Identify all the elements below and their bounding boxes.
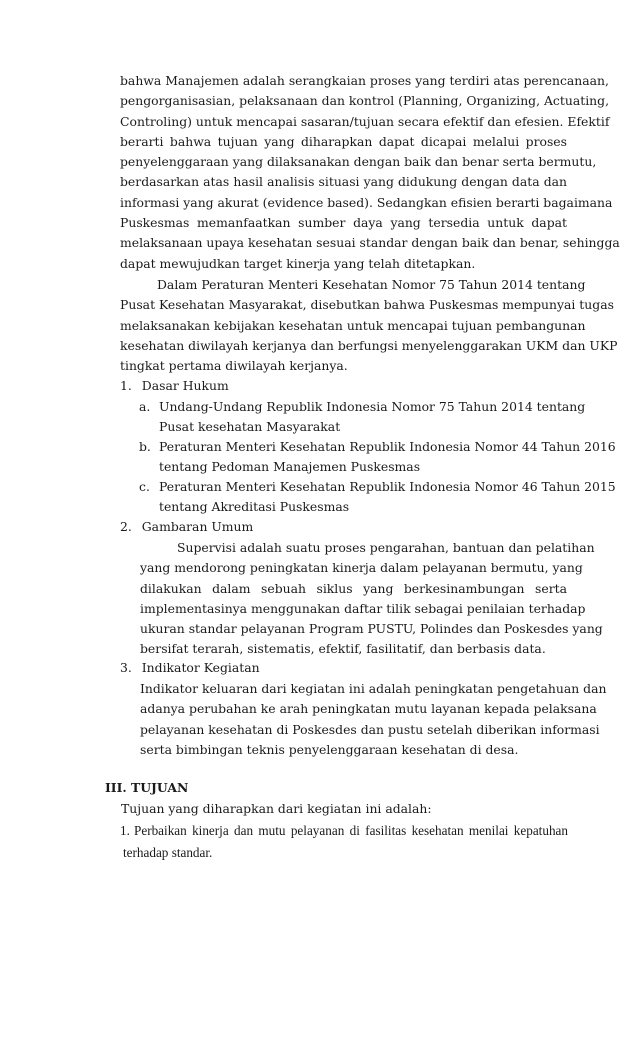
text-line: Puskesmas memanfaatkan sumber daya yang tersedia untuk dapat [120,215,567,231]
text-line: dapat mewujudkan target kinerja yang telah ditetapkan. [120,255,476,271]
text-line: berarti bahwa tujuan yang diharapkan dapat dicapai melalui proses [120,133,567,149]
text-line: berdasarkan atas hasil analisis situasi yang didukung dengan data dan [120,174,567,190]
section-heading-tujuan: III. TUJUAN [105,780,189,795]
text-line: tentang Akreditasi Puskesmas [159,499,350,515]
text-line: informasi yang akurat (evidence based). Sedangkan efisien berarti bagaimana [120,194,613,210]
list-letter: c. [139,479,150,494]
section-number: 3. [120,660,132,675]
text-line: Peraturan Menteri Kesehatan Republik Indonesia Nomor 46 Tahun 2015 [159,479,616,494]
tujuan-item-1 [120,820,568,864]
section-title: Dasar Hukum [141,378,229,393]
section-indikator [120,658,567,678]
text-line: Pusat Kesehatan Masyarakat, disebutkan bahwa Puskesmas mempunyai tugas [120,297,614,313]
text-line: tentang Pedoman Manajemen Puskesmas [159,459,421,475]
list-number: 1. [120,823,130,838]
text-line: serta bimbingan teknis penyelenggaraan kesehatan di desa. [140,741,519,757]
list-letter: b. [139,439,151,454]
text-line: Pusat kesehatan Masyarakat [159,419,341,435]
section-dasar-hukum [120,376,567,396]
text-line: Dalam Peraturan Menteri Kesehatan Nomor 75 Tahun 2014 tentang [157,277,586,292]
text-line: ukuran standar pelayanan Program PUSTU, Polindes dan Poskesdes yang [140,621,603,637]
section-heading [120,517,567,537]
section-gambaran-umum [120,517,567,537]
text-line: Supervisi adalah suatu proses pengarahan, bantuan dan pelatihan [177,540,595,555]
list-letter: a. [139,399,151,414]
text-line: implementasinya menggunakan daftar tilik sebagai penilaian terhadap [140,600,586,616]
text-line: bersifat terarah, sistematis, efektif, fasilitatif, dan berbasis data. [140,641,546,657]
section-title: Gambaran Umum [141,519,254,534]
text-line: penyelenggaraan yang dilaksanakan dengan baik dan benar serta bermutu, [120,154,597,170]
text-line: Controling) untuk mencapai sasaran/tujuan secara efektif dan efesien. Efektif [120,113,610,129]
section-heading [120,376,567,396]
text-line: melaksanaan upaya kesehatan sesuai standar dengan baik dan benar, sehingga [120,235,620,251]
text-line: Undang-Undang Republik Indonesia Nomor 75 Tahun 2014 tentang [159,399,586,414]
indikator-paragraph [140,679,607,760]
legal-item-b [139,437,616,478]
text-line: bahwa Manajemen adalah serangkaian proses yang terdiri atas perencanaan, [120,73,609,88]
section-title: Indikator Kegiatan [141,660,260,675]
intro-paragraph [120,71,620,274]
text-line: pelayanan kesehatan di Poskesdes dan pustu setelah diberikan informasi [140,721,600,737]
tujuan-intro [121,799,567,819]
text-line: melaksanakan kebijakan kesehatan untuk mencapai tujuan pembangunan [120,317,586,333]
gambaran-paragraph [140,538,603,660]
text-line: yang mendorong peningkatan kinerja dalam pelayanan bermutu, yang [140,560,583,576]
text-line: Peraturan Menteri Kesehatan Republik Indonesia Nomor 44 Tahun 2016 [159,439,616,454]
text-line: pengorganisasian, pelaksanaan dan kontrol (Planning, Organizing, Actuating, [120,93,610,109]
text-line: kesehatan diwilayah kerjanya dan berfungsi menyelenggarakan UKM dan UKP [120,337,618,353]
text-line: terhadap standar. [123,845,213,860]
legal-item-a [139,397,586,438]
section-number: 2. [120,519,132,534]
text-line: Indikator keluaran dari kegiatan ini adalah peningkatan pengetahuan dan [140,681,607,696]
text-line: dilakukan dalam sebuah siklus yang berkesinambungan serta [140,580,567,596]
text-line: Tujuan yang diharapkan dari kegiatan ini adalah: [121,801,432,816]
section-heading [120,658,567,678]
text-line: Perbaikan kinerja dan mutu pelayanan di fasilitas kesehatan menilai kepatuhan [134,823,568,838]
text-line: tingkat pertama diwilayah kerjanya. [120,358,348,374]
legal-item-c [139,477,616,518]
text-line: adanya perubahan ke arah peningkatan mutu layanan kepada pelaksana [140,701,597,717]
regulation-paragraph [120,275,618,376]
section-number: 1. [120,378,132,393]
